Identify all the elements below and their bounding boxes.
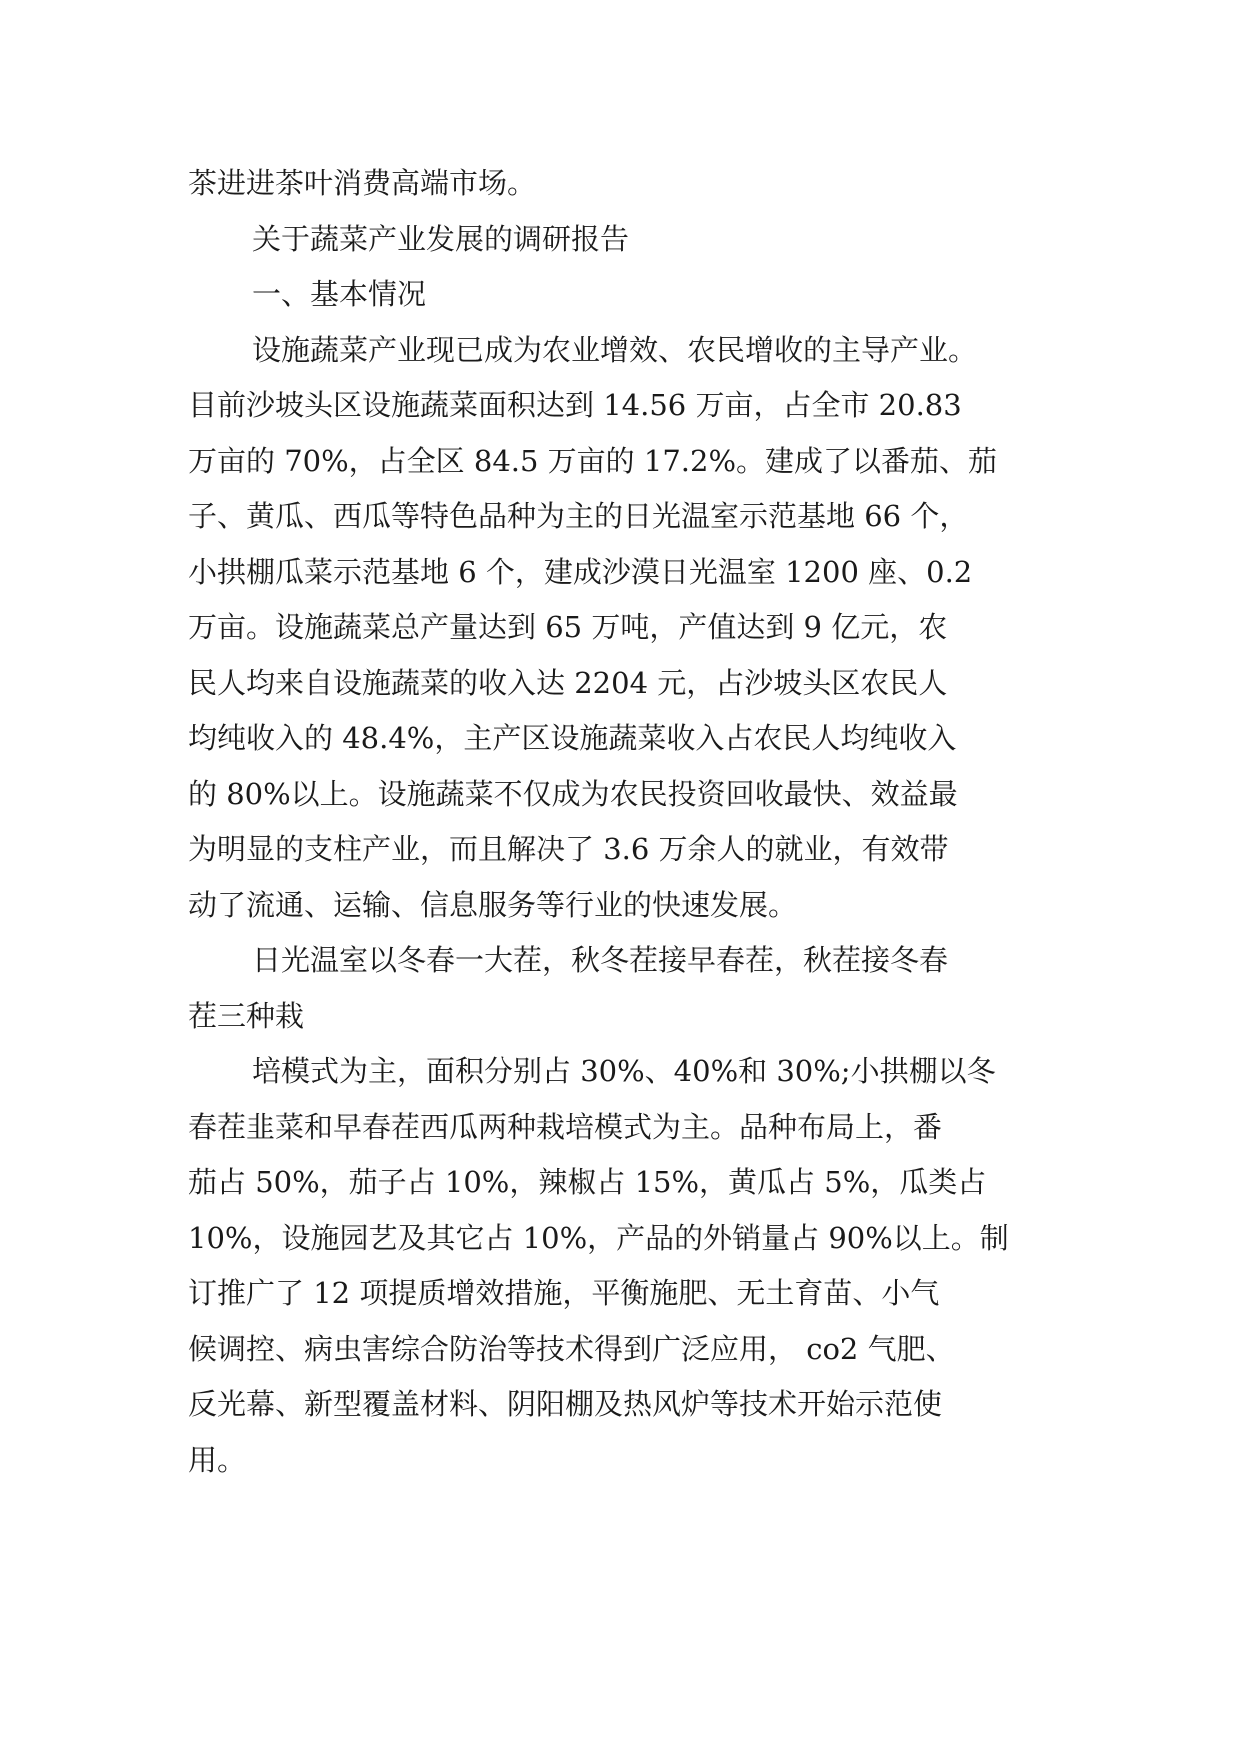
text-line: 设施蔬菜产业现已成为农业增效、农民增收的主导产业。 xyxy=(252,332,978,367)
report-title: 关于蔬菜产业发展的调研报告 xyxy=(252,221,630,256)
document-body xyxy=(188,156,1058,1488)
text-line: 用。 xyxy=(188,1442,247,1477)
text-line: 反光幕、新型覆盖材料、阴阳棚及热风炉等技术开始示范使 xyxy=(188,1387,943,1421)
text-line: 茶进进茶叶消费高端市场。 xyxy=(188,166,537,200)
text-line: 日光温室以冬春一大茬，秋冬茬接早春茬，秋茬接冬春 xyxy=(252,943,949,977)
text-line: 候调控、病虫害综合防治等技术得到广泛应用， co2 气肥、 xyxy=(188,1331,955,1366)
text-line: 动了流通、运输、信息服务等行业的快速发展。 xyxy=(188,887,798,922)
text-line: 为明显的支柱产业，而且解决了 3.6 万余人的就业，有效带 xyxy=(188,832,949,866)
text-line: 的 80%以上。设施蔬菜不仅成为农民投资回收最快、效益最 xyxy=(188,776,958,811)
section-heading: 一、基本情况 xyxy=(252,277,427,311)
text-line: 茄占 50%，茄子占 10%，辣椒占 15%，黄瓜占 5%，瓜类占 xyxy=(188,1165,987,1199)
text-line: 万亩。设施蔬菜总产量达到 65 万吨，产值达到 9 亿元，农 xyxy=(188,610,948,644)
text-line: 子、黄瓜、西瓜等特色品种为主的日光温室示范基地 66 个， xyxy=(188,499,969,533)
text-line: 培模式为主，面积分别占 30%、40%和 30%;小拱棚以冬 xyxy=(252,1054,996,1088)
text-line: 目前沙坡头区设施蔬菜面积达到 14.56 万亩，占全市 20.83 xyxy=(188,388,962,422)
text-line: 10%，设施园艺及其它占 10%，产品的外销量占 90%以上。制 xyxy=(188,1220,1009,1255)
text-line: 民人均来自设施蔬菜的收入达 2204 元，占沙坡头区农民人 xyxy=(188,665,948,700)
text-line: 均纯收入的 48.4%，主产区设施蔬菜收入占农民人均纯收入 xyxy=(188,721,957,755)
text-line: 小拱棚瓜菜示范基地 6 个，建成沙漠日光温室 1200 座、0.2 xyxy=(188,554,973,589)
text-line: 茬三种栽 xyxy=(188,998,305,1033)
text-line: 万亩的 70%，占全区 84.5 万亩的 17.2%。建成了以番茄、茄 xyxy=(188,443,998,478)
text-line: 春茬韭菜和早春茬西瓜两种栽培模式为主。品种布局上，番 xyxy=(188,1109,943,1144)
text-line: 订推广了 12 项提质增效措施，平衡施肥、无土育苗、小气 xyxy=(188,1276,940,1310)
